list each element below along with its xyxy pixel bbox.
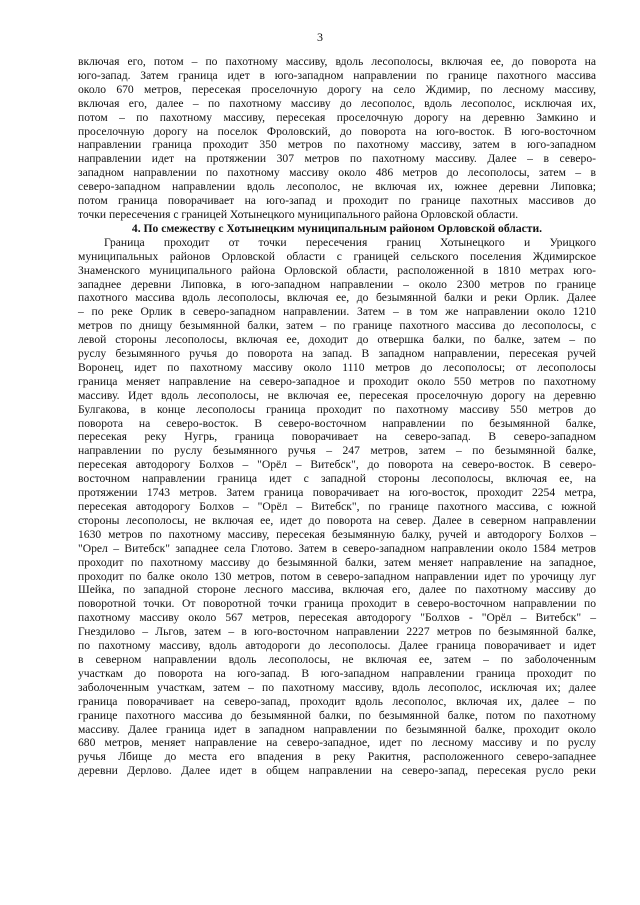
text-line: пахотному массиву около 567 метров, пересекая автодорогу "Болхов - "Орёл – Витебск" – <box>78 611 596 625</box>
text-line: левой стороны лесополосы, включая ее, доходит до отвершка балки, по балке, затем – по <box>78 333 596 347</box>
text-line: Шейка, по западной стороне лесного массива, включая его, далее по пахотному массиву до <box>78 583 596 597</box>
text-line: массиву. Далее граница идет в западном направлении по безымянной балке, проходит около <box>78 722 596 736</box>
text-line: 1630 метров по пахотному массиву, пересекая безымянную балку, ручей и автодорогу Болхов – <box>78 527 596 541</box>
text-line: точки пересечения с границей Хотынецкого муниципального района Орловской области. <box>78 207 519 221</box>
text-line: руслу безымянного ручья до поворота на запад. В западном направлении, пересекая ручей <box>78 347 596 361</box>
text-line: участкам до поворота на юго-запад. В юго-западном направлении граница проходит по <box>78 666 596 680</box>
text-line: западнее деревни Липовка, в юго-западном направлении – около 2300 метров по границе <box>78 277 596 291</box>
text-line: стороны лесополосы, не включая ее, идет до поворота на север. Далее в северном направлении <box>78 513 596 527</box>
text-line: около 670 метров, пересекая проселочную дорогу на село Ждимир, по лесному массиву, <box>78 82 596 96</box>
text-line: Знаменского муниципального района Орловской области, расположенной в 1810 метрах юго- <box>78 263 596 277</box>
text-line: в северном направлении вдоль лесополосы, не включая ее, затем – по заболоченным <box>78 652 596 666</box>
text-line: восточном направлении граница идет с западной стороны лесополосы, включая ее, на <box>78 472 596 486</box>
text-line: юго-запад. Затем граница идет в юго-западном направлении по границе пахотного массива <box>78 68 596 82</box>
section-heading: 4. По смежеству с Хотынецким муниципальным районом Орловской области. <box>131 221 543 235</box>
text-line: западном направлении по пахотному массиву около 486 метров до лесополосы, затем – в <box>78 166 596 180</box>
text-line: направлении по руслу безымянного ручья – 247 метров, затем – по безымянной балке, <box>78 444 596 458</box>
body-text <box>78 55 596 778</box>
text-line: поворотной точки. От поворотной точки граница проходит в северо-восточном направлении по <box>78 597 596 611</box>
text-line: включая его, далее – по пахотному массиву до лесополос, вдоль лесополос, исключая их, <box>78 96 596 110</box>
text-line: пересекая реку Нугрь, граница поворачивает на северо-запад. В северо-западном <box>78 430 596 444</box>
text-line: границе пахотного массива до безымянной балки, по безымянной балке, потом по пахотному <box>78 708 596 722</box>
text-line: метров по днищу безымянной балки, затем – по границе пахотного массива до лесополосы, с <box>78 319 596 333</box>
text-line: пахотного массива вдоль лесополосы, включая ее, до безымянной балки и реки Орлик. Далее <box>78 291 596 305</box>
text-line: заболоченным участкам, затем – по пахотному массиву, вдоль лесополос, исключая их; далее <box>78 680 596 694</box>
text-line: массиву. Идет вдоль лесополосы, не включая ее, пересекая проселочную дорогу на деревню <box>78 388 596 402</box>
text-line: проселочную дорогу на поселок Фроловский, до поворота на юго-восток. В юго-восточном <box>78 124 596 138</box>
text-line: включая его, потом – по пахотному массиву, вдоль лесополосы, включая ее, до поворота на <box>78 55 596 68</box>
text-line: муниципальных районов Орловской области с границей сельского поселения Ждимирское <box>78 249 596 263</box>
text-line: "Орел – Витебск" западнее села Глотово. Затем в северо-западном направлении около 1584 метров <box>78 541 596 555</box>
text-line: по пахотному массиву, вдоль автодороги до лесополосы. Далее граница поворачивает и идет <box>78 639 596 653</box>
text-line: направлении граница проходит 350 метров по пахотному массиву, затем в юго-западном <box>78 138 596 152</box>
text-line: пересекая автодорогу Болхов – "Орёл – Витебск", по границе пахотного массива, с южной <box>78 500 596 513</box>
text-line: Булгакова, в конце лесополосы граница проходит по пахотному массиву 550 метров до <box>78 402 596 416</box>
text-line: 680 метров, меняет направление на северо-западное, идет по лесному массиву и по руслу <box>78 736 596 750</box>
page-number: 3 <box>317 30 323 44</box>
text-line: деревни Дерлово. Далее идет в общем направлении на северо-запад, пересекая русло реки <box>78 764 596 778</box>
text-line: северо-западном направлении вдоль лесополос, не включая их, южнее деревни Липовка; <box>78 180 596 194</box>
text-line: потом граница поворачивает на юго-запад и проходит по границе пахотных массивов до <box>78 194 596 208</box>
text-line: граница меняет направление на северо-западное и проходит около 550 метров по пахотному <box>78 374 596 388</box>
text-line: протяжении 1743 метров. Затем граница поворачивает на юго-восток, проходит 2254 метра, <box>78 486 596 500</box>
text-line: проходит по балке около 130 метров, потом в северо-западном направлении идет по урочищу луг <box>78 569 596 583</box>
text-line: поворота на северо-восток. В северо-восточном направлении по безымянной балке, <box>78 416 596 430</box>
text-line: направлении идет на протяжении 307 метров по пахотному массиву. Далее – в северо- <box>78 152 596 166</box>
text-line: Граница проходит от точки пересечения границ Хотынецкого и Урицкого <box>104 235 596 249</box>
text-line: Гнездилово – Льгов, затем – в юго-восточном направлении 2227 метров по безымянной балке, <box>78 625 596 639</box>
text-line: проходит по пахотному массиву до безымянной балки, затем меняет направление на западное, <box>78 555 596 569</box>
text-line: потом – по пахотному массиву, пересекая проселочную дорогу на деревню Замкино и <box>78 110 596 124</box>
text-line: Воронец, идет по пахотному массиву около 1110 метров до лесополосы; от лесополосы <box>78 360 596 374</box>
text-line: ручья Лбище до места его впадения в реку Ракитня, расположенного северо-западнее <box>78 750 596 764</box>
text-line: – по реке Орлик в северо-западном направлении. Затем – в том же направлении около 1210 <box>78 305 596 319</box>
text-line: граница поворачивает на северо-запад, проходит вдоль лесополос, включая их, далее – по <box>78 694 596 708</box>
text-line: пересекая автодорогу Болхов – "Орёл – Витебск", до поворота на северо-восток. В северо- <box>78 458 596 472</box>
